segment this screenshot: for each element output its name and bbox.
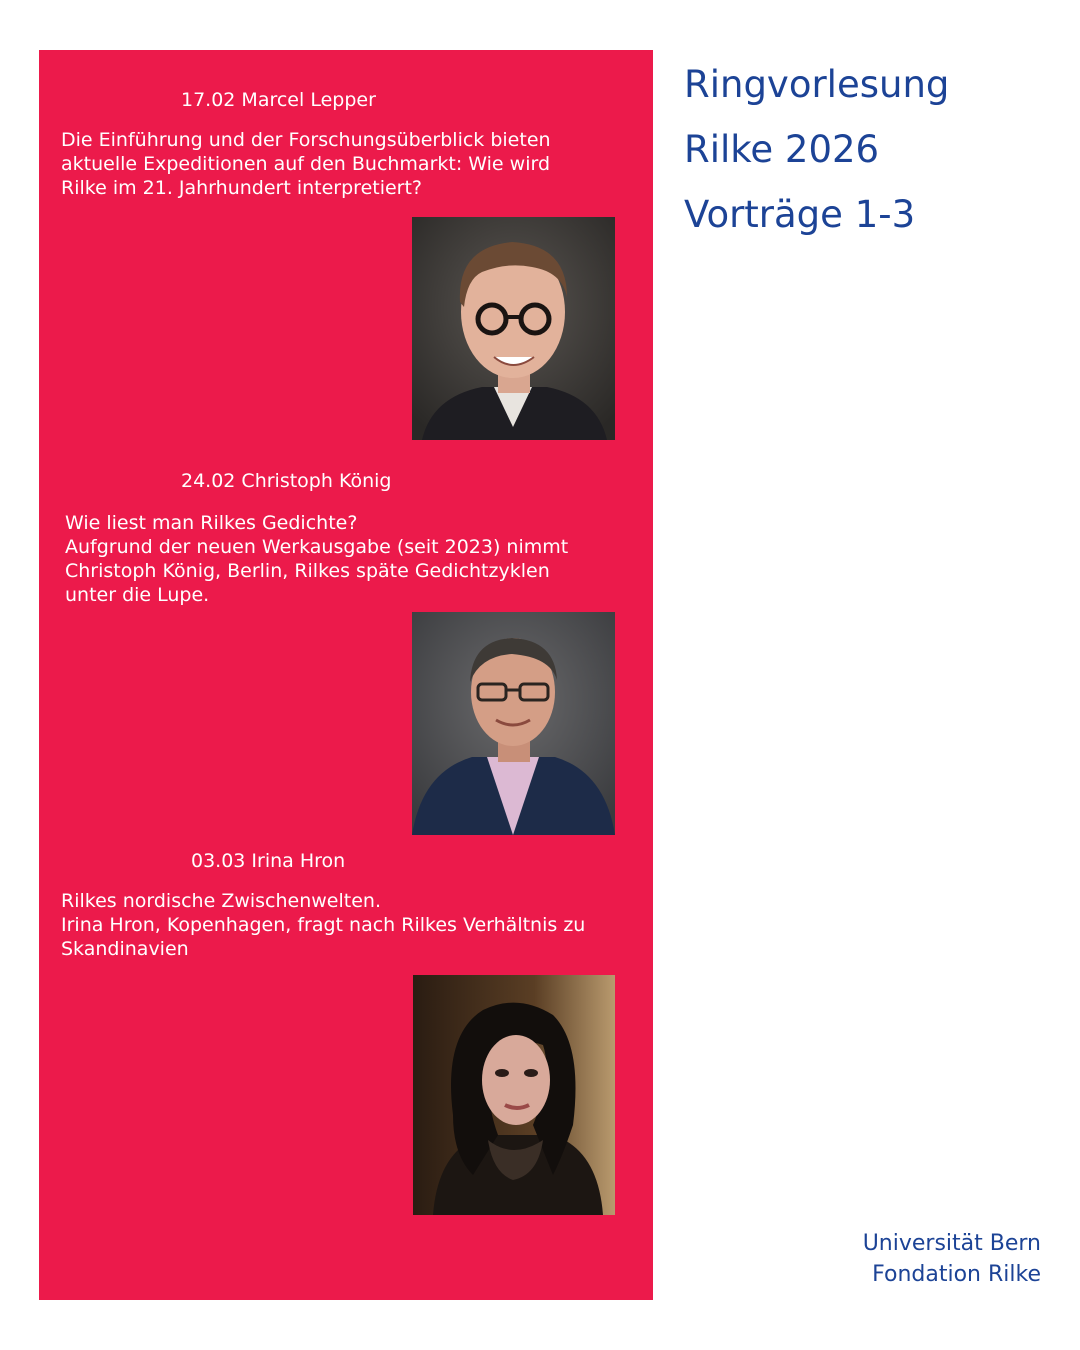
lecture-description	[61, 889, 631, 961]
event-title	[684, 52, 949, 247]
organizer-name: Universität Bern	[862, 1231, 1041, 1256]
description-line: Christoph König, Berlin, Rilkes späte Gedichtzyklen	[65, 560, 550, 582]
speaker-portrait-photo	[412, 612, 615, 835]
description-line: Skandinavien	[61, 938, 189, 960]
title-line: Rilke 2026	[684, 128, 880, 171]
description-line: Rilke im 21. Jahrhundert interpretiert?	[61, 177, 423, 199]
description-line: Rilkes nordische Zwischenwelten.	[61, 890, 381, 912]
lecture-heading: 24.02 Christoph König	[181, 470, 392, 492]
organizer-credits	[863, 1228, 1041, 1290]
lecture-description	[61, 128, 631, 200]
title-line: Vorträge 1-3	[684, 193, 916, 236]
description-line: Irina Hron, Kopenhagen, fragt nach Rilkes Verhältnis zu	[61, 914, 586, 936]
description-line: aktuelle Expeditionen auf den Buchmarkt: Wie wird	[61, 153, 551, 175]
lecture-description	[65, 511, 635, 607]
title-line: Ringvorlesung	[684, 63, 950, 106]
organizer-name: Fondation Rilke	[872, 1262, 1041, 1287]
lecture-heading: 03.03 Irina Hron	[191, 850, 346, 872]
description-line: Die Einführung und der Forschungsüberblick bieten	[61, 129, 551, 151]
description-line: Aufgrund der neuen Werkausgabe (seit 2023) nimmt	[65, 536, 569, 558]
description-line: unter die Lupe.	[65, 584, 210, 606]
lecture-heading: 17.02 Marcel Lepper	[181, 89, 376, 111]
speaker-portrait-photo	[412, 217, 615, 440]
speaker-portrait-photo	[413, 975, 615, 1215]
lecture-panel	[39, 50, 653, 1300]
description-line: Wie liest man Rilkes Gedichte?	[65, 512, 358, 534]
